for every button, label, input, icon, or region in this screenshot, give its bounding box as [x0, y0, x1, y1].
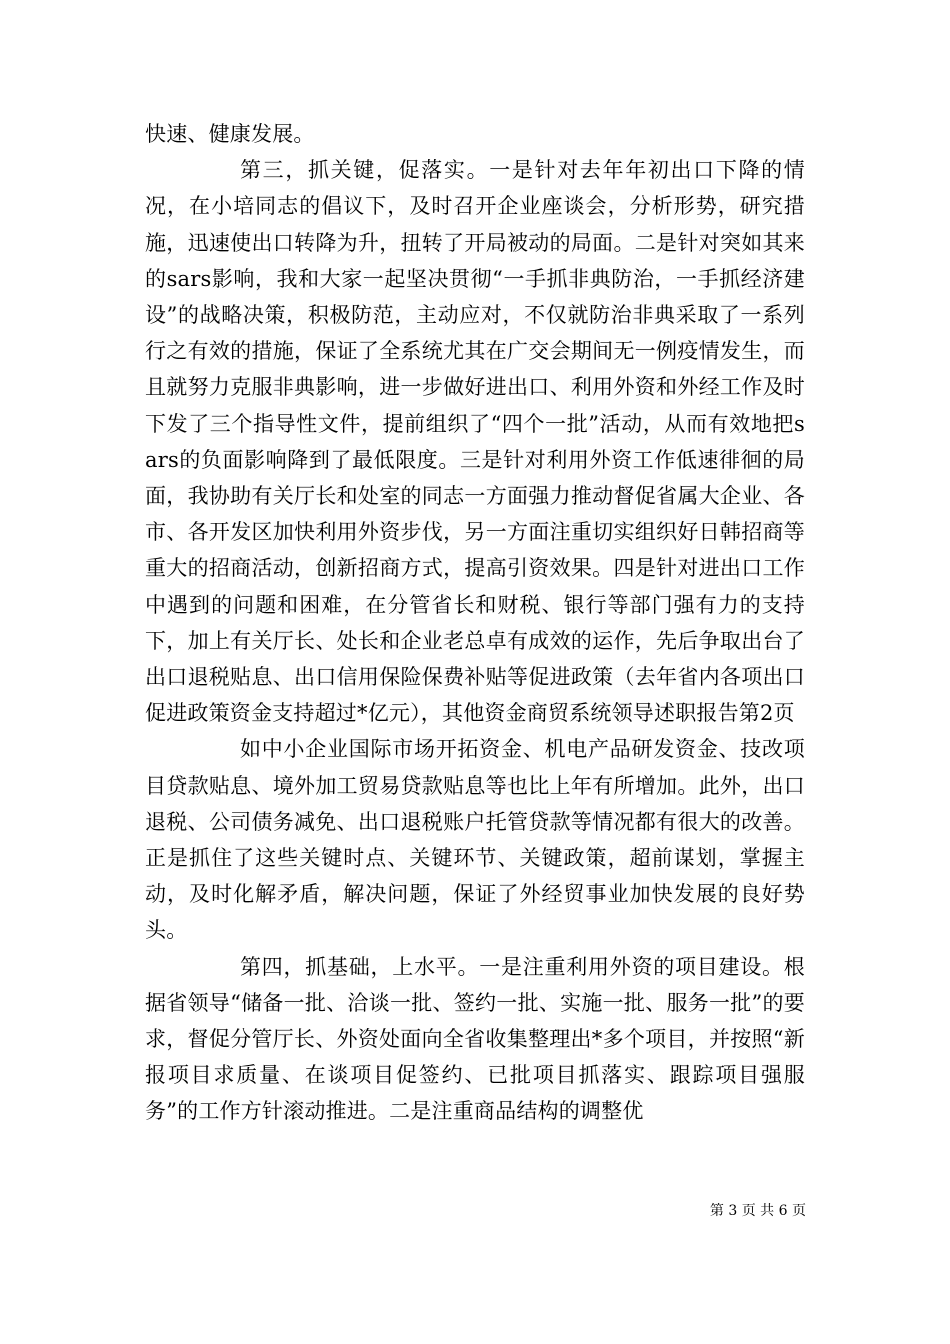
paragraph-4: 第四，抓基础，上水平。一是注重利用外资的项目建设。根据省领导“储备一批、洽谈一批、签约一批、实施一批、服务一批”的要求，督促分管厅长、外资处面向全省收集整理出*多个项目，并按照“新报项目求质量、在谈项目促签约、已批项目抓落实、跟踪项目强服务”的工作方针滚动推进。二是注重商品结构的调整优: [145, 954, 805, 1124]
paragraph-1: 快速、健康发展。: [145, 122, 315, 146]
paragraph-3: 如中小企业国际市场开拓资金、机电产品研发资金、技改项目贷款贴息、境外加工贸易贷款贴息等也比上年有所增加。此外，出口退税、公司债务减免、出口退税账户托管贷款等情况都有很大的改善。正是抓住了这些关键时点、关键环节、关键政策，超前谋划，掌握主动，及时化解矛盾，解决问题，保证了外经贸事业加快发展的良好势头。: [145, 737, 805, 943]
page-number-footer: 第 3 页 共 6 页: [709, 1203, 806, 1219]
paragraph-2: 第三，抓关键，促落实。一是针对去年年初出口下降的情况，在小培同志的倡议下，及时召开企业座谈会，分析形势，研究措施，迅速使出口转降为升，扭转了开局被动的局面。二是针对突如其来的sars影响，我和大家一起坚决贯彻“一手抓非典防治，一手抓经济建设”的战略决策，积极防范，主动应对，不仅就防治非典采取了一系列行之有效的措施，保证了全系统尤其在广交会期间无一例疫情发生，而且就努力克服非典影响，进一步做好进出口、利用外资和外经工作及时下发了三个指导性文件，提前组织了“四个一批”活动，从而有效地把sars的负面影响降到了最低限度。三是针对利用外资工作低速徘徊的局面，我协助有关厅长和处室的同志一方面强力推动督促省属大企业、各市、各开发区加快利用外资步伐，另一方面注重切实组织好日韩招商等重大的招商活动，创新招商方式，提高引资效果。四是针对进出口工作中遇到的问题和困难，在分管省长和财税、银行等部门强有力的支持下，加上有关厅长、处长和企业老总卓有成效的运作，先后争取出台了出口退税贴息、出口信用保险保费补贴等促进政策（去年省内各项出口促进政策资金支持超过*亿元），其他资金商贸系统领导述职报告第2页: [145, 158, 805, 726]
document-body: [145, 116, 805, 1130]
